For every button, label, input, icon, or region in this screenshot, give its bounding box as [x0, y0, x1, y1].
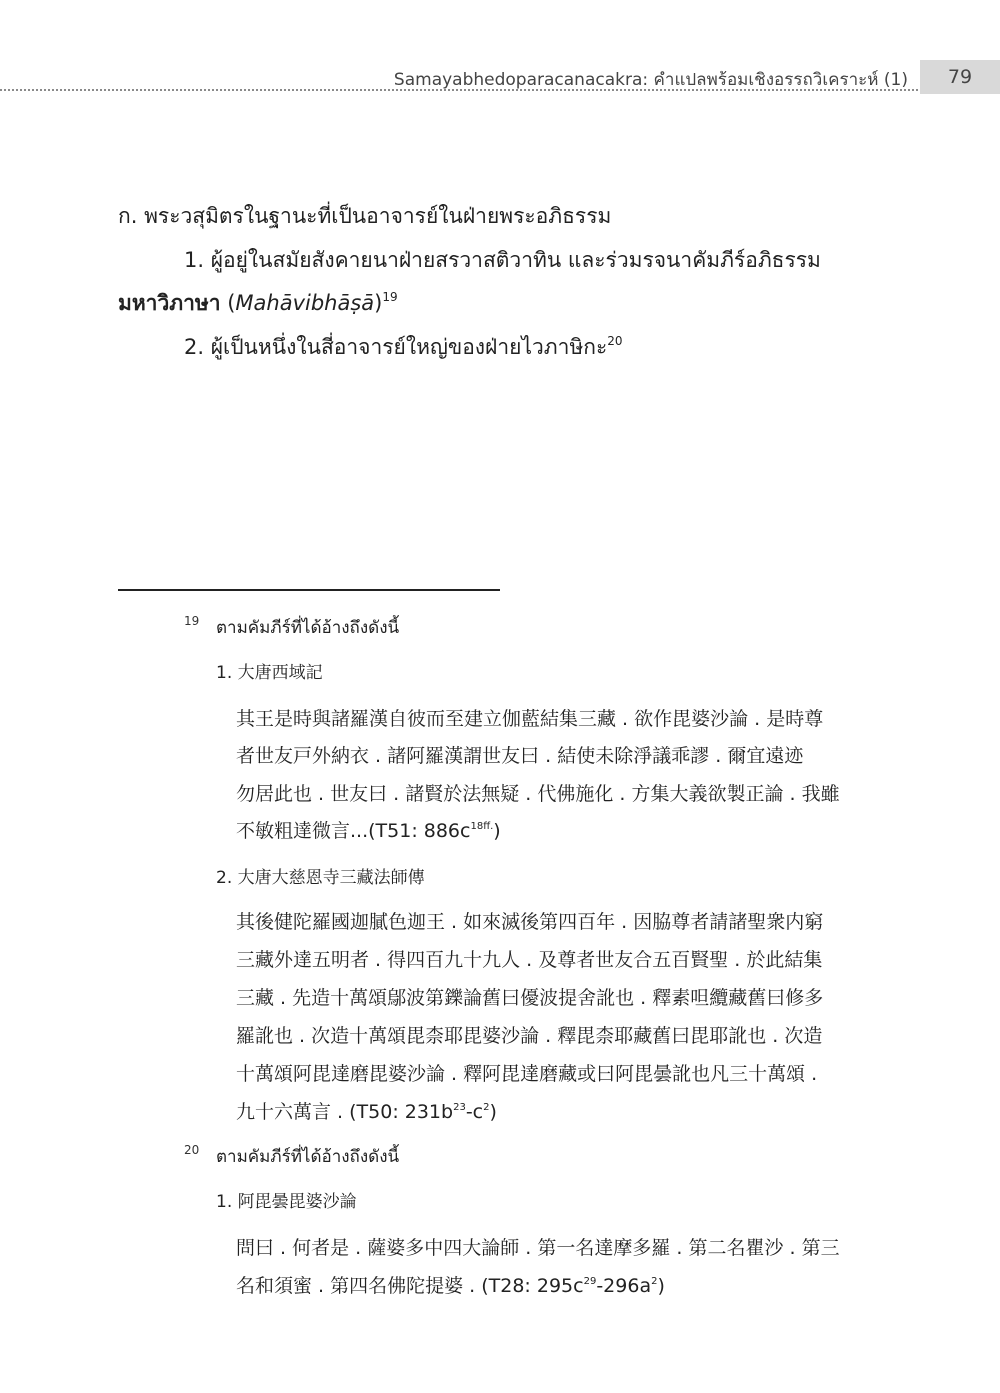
page-number: 79 [920, 60, 1000, 94]
footnote-20-source-1-title: 1. 阿毘曇毘婆沙論 [216, 1192, 357, 1212]
footnote-19-source-1-line-2: 者世友戸外納衣 . 諸阿羅漢謂世友曰 . 結使未除淨議乖謬 . 爾宜遠迹 [236, 745, 804, 767]
footnote-20-source-1-line-2: 名和須蜜 . 第四名佛陀提婆 . (T28: $295c^{29}-296a^2$) [236, 1275, 665, 1297]
footnote-19-source-2-line-1: 其後健陀羅國迦膩色迦王 . 如來滅後第四百年 . 因脇尊者請諸聖衆内窮 [236, 911, 824, 933]
note-ref-20[interactable]: 20 [607, 334, 623, 348]
footnote-19-source-2-line-6: 九十六萬言 . (T50: $231b^{23}-c^2$) [236, 1101, 497, 1123]
footnote-20-intro: ตามคัมภีร์ที่ได้อ้างถึงดังนี้ [216, 1147, 400, 1167]
running-title: Samayabhedoparacanacakra: คำแปลพร้อมเชิงอรรถวิเคราะห์ (1) [393, 70, 908, 90]
footnote-19-source-1-line-4: 不敏粗達微言...(T51: $886c^{18ff.}$) [236, 820, 501, 842]
footnote-19-source-1-title: 1. 大唐西域記 [216, 663, 323, 683]
translit-mahavibhasa: Mahāvibhāṣā [235, 291, 375, 315]
footnote-19-source-2-line-2: 三藏外達五明者 . 得四百九十九人 . 及尊者世友合五百賢聖 . 於此結集 [236, 949, 823, 971]
body-item-2: 2. ผู้เป็นหนึ่งในสี่อาจารย์ใหญ่ของฝ่ายไวภาษิกะ$^{20}$ [184, 334, 623, 359]
section-heading: ก. พระวสุมิตรในฐานะที่เป็นอาจารย์ในฝ่ายพระอภิธรรม [118, 204, 612, 228]
footnote-mark-19: 19 [184, 614, 200, 628]
header-rule [0, 89, 918, 91]
footnote-19-source-1-line-3: 勿居此也 . 世友曰 . 諸賢於法無疑 . 代佛施化 . 方集大義欲製正論 . 我雖 [236, 783, 840, 805]
footnote-19-source-2-title: 2. 大唐大慈恩寺三藏法師傳 [216, 868, 425, 888]
footnote-20-source-1-line-1: 問曰 . 何者是 . 薩婆多中四大論師 . 第一名達摩多羅 . 第二名瞿沙 . 第三 [236, 1237, 840, 1259]
body-item-1-line-1: 1. ผู้อยู่ในสมัยสังคายนาฝ่ายสรวาสติวาทิน และร่วมรจนาคัมภีร์อภิธรรม [184, 248, 821, 272]
footnote-19-source-2-line-3: 三藏 . 先造十萬頌鄔波第鑠論舊曰優波提舍訛也 . 釋素呾纜藏舊曰修多 [236, 987, 824, 1009]
footnote-19-source-2-line-5: 十萬頌阿毘達磨毘婆沙論 . 釋阿毘達磨藏或曰阿毘曇訛也凡三十萬頌 . [236, 1063, 818, 1085]
footnote-rule [118, 589, 500, 591]
footnote-19-source-2-line-4: 羅訛也 . 次造十萬頌毘柰耶毘婆沙論 . 釋毘柰耶藏舊曰毘耶訛也 . 次造 [236, 1025, 823, 1047]
footnote-mark-20: 20 [184, 1143, 200, 1157]
term-mahavibhasa: มหาวิภาษา [118, 291, 221, 315]
body-item-1-line-2: มหาวิภาษา (Mahāvibhāṣā)$^{19}$ [118, 290, 398, 315]
note-ref-19[interactable]: 19 [382, 290, 398, 304]
footnote-19-source-1-line-1: 其王是時與諸羅漢自彼而至建立伽藍結集三藏 . 欲作毘婆沙論 . 是時尊 [236, 708, 824, 730]
footnote-19-intro: ตามคัมภีร์ที่ได้อ้างถึงดังนี้ [216, 618, 400, 638]
